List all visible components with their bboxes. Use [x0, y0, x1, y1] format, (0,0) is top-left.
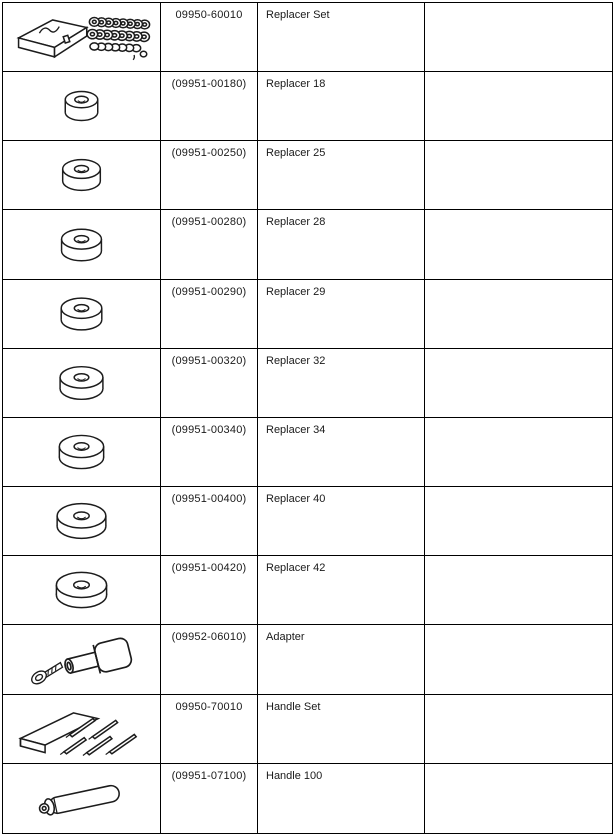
tool-name: Replacer 34 [258, 418, 425, 486]
tool-name: Replacer 29 [258, 280, 425, 348]
tool-name: Replacer 42 [258, 556, 425, 624]
replacer-ring-icon [35, 490, 128, 552]
replacer-ring-icon [35, 421, 128, 483]
tool-name: Replacer Set [258, 3, 425, 71]
part-number: (09951-00320) [161, 349, 258, 417]
tool-image-cell [3, 3, 161, 71]
notes-cell [425, 418, 612, 486]
tool-name: Handle Set [258, 695, 425, 763]
replacer-ring-icon [35, 144, 128, 206]
replacer-ring-icon [35, 214, 128, 276]
notes-cell [425, 72, 612, 140]
notes-cell [425, 3, 612, 71]
part-number: (09951-00280) [161, 210, 258, 278]
notes-cell [425, 280, 612, 348]
tool-name: Replacer 32 [258, 349, 425, 417]
part-number: (09951-00290) [161, 280, 258, 348]
handle-set-icon [11, 700, 153, 758]
part-number: (09951-00250) [161, 141, 258, 209]
tool-image-cell [3, 418, 161, 486]
tool-image-cell [3, 625, 161, 693]
notes-cell [425, 141, 612, 209]
part-number: (09951-00340) [161, 418, 258, 486]
table-row [3, 280, 612, 349]
tool-image-cell [3, 72, 161, 140]
sst-tool-table [2, 2, 613, 834]
tool-name: Replacer 18 [258, 72, 425, 140]
notes-cell [425, 625, 612, 693]
replacer-ring-icon [35, 75, 128, 137]
tool-image-cell [3, 695, 161, 763]
adapter-icon [19, 628, 145, 692]
tool-image-cell [3, 349, 161, 417]
notes-cell [425, 695, 612, 763]
replacer-ring-icon [35, 352, 128, 414]
notes-cell [425, 349, 612, 417]
table-row [3, 487, 612, 556]
table-row [3, 3, 612, 72]
tool-name: Adapter [258, 625, 425, 693]
tool-image-cell [3, 210, 161, 278]
table-row [3, 556, 612, 625]
handle-icon [24, 770, 140, 826]
tool-image-cell [3, 764, 161, 833]
notes-cell [425, 487, 612, 555]
part-number: (09951-00180) [161, 72, 258, 140]
part-number: (09951-07100) [161, 764, 258, 833]
part-number: 09950-60010 [161, 3, 258, 71]
part-number: (09951-00420) [161, 556, 258, 624]
table-row [3, 418, 612, 487]
notes-cell [425, 556, 612, 624]
replacer-set-icon [11, 6, 153, 68]
table-row [3, 141, 612, 210]
part-number: (09951-00400) [161, 487, 258, 555]
tool-name: Replacer 40 [258, 487, 425, 555]
part-number: 09950-70010 [161, 695, 258, 763]
table-row [3, 210, 612, 279]
table-row [3, 764, 612, 833]
notes-cell [425, 210, 612, 278]
tool-name: Replacer 25 [258, 141, 425, 209]
tool-image-cell [3, 141, 161, 209]
table-row [3, 695, 612, 764]
replacer-ring-icon [35, 283, 128, 345]
tool-image-cell [3, 280, 161, 348]
table-row [3, 349, 612, 418]
part-number: (09952-06010) [161, 625, 258, 693]
tool-name: Replacer 28 [258, 210, 425, 278]
tool-image-cell [3, 556, 161, 624]
table-row [3, 72, 612, 141]
replacer-ring-icon [35, 559, 128, 621]
tool-name: Handle 100 [258, 764, 425, 833]
notes-cell [425, 764, 612, 833]
table-row [3, 625, 612, 694]
tool-image-cell [3, 487, 161, 555]
